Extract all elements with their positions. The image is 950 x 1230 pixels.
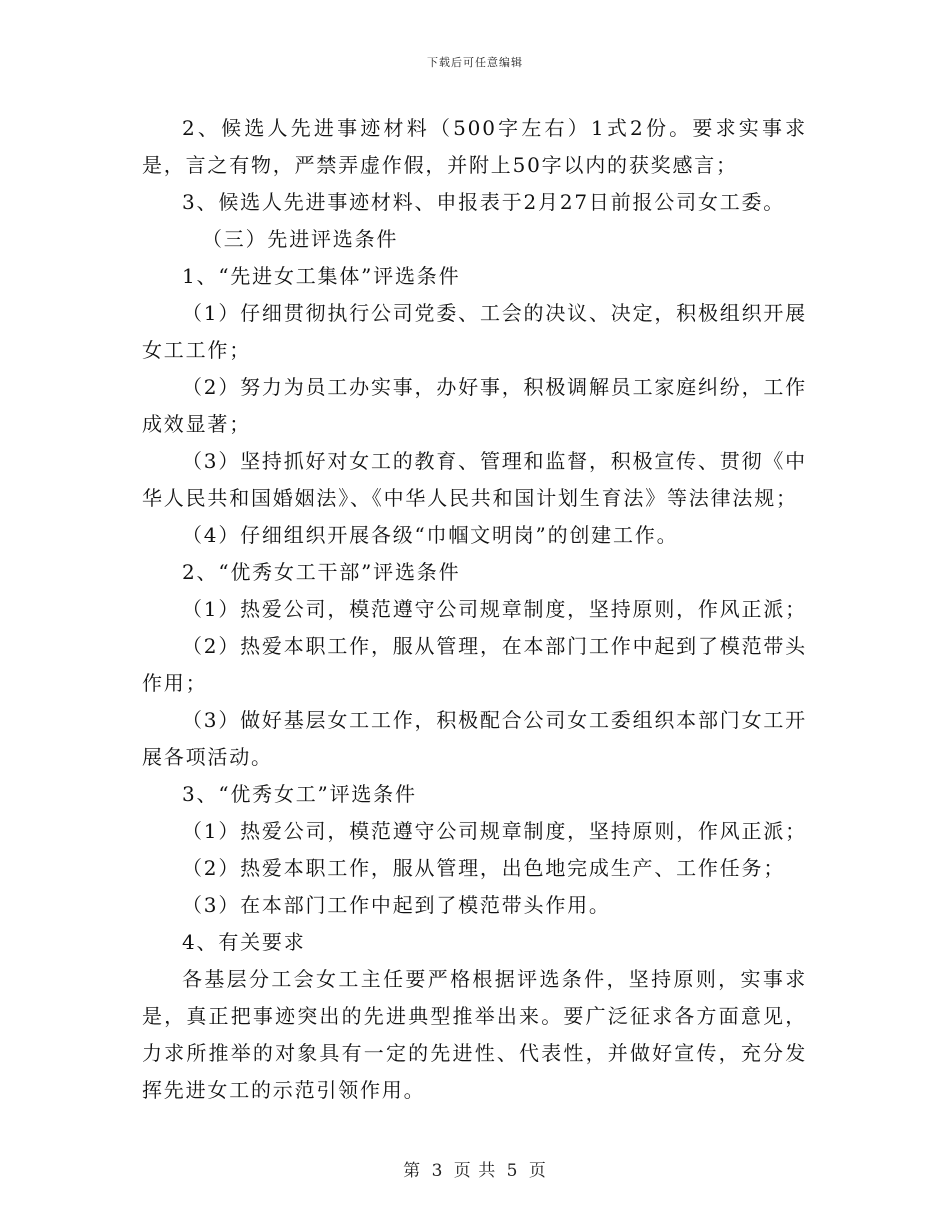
page-footer xyxy=(0,1156,950,1181)
section-heading-criteria: （三）先进评选条件 xyxy=(202,227,399,251)
paragraph-deadline: 3、候选人先进事迹材料、申报表于2月27日前报公司女工委。 xyxy=(182,190,786,214)
subheading-collective: 1、“先进女工集体”评选条件 xyxy=(182,264,461,288)
list-item: （1）仔细贯彻执行公司党委、工会的决议、决定，积极组织开展女工工作； xyxy=(142,301,807,362)
current-page-number: 3 xyxy=(431,1161,444,1181)
list-item: （4）仔细组织开展各级“巾帼文明岗”的创建工作。 xyxy=(182,523,679,547)
list-item: （1）热爱公司，模范遵守公司规章制度，坚持原则，作风正派； xyxy=(182,819,807,843)
list-item: （3）做好基层女工工作，积极配合公司女工委组织本部门女工开展各项活动。 xyxy=(142,708,807,769)
document-body xyxy=(142,110,807,1109)
list-item: （2）热爱本职工作，服从管理，在本部门工作中起到了模范带头作用； xyxy=(142,634,807,695)
list-item: （3）坚持抓好对女工的教育、管理和监督，积极宣传、贯彻《中华人民共和国婚姻法》、《中华人民共和国计划生育法》等法律法规； xyxy=(142,449,807,510)
page-number-suffix: 页 xyxy=(528,1161,547,1181)
paragraph-materials: 2、候选人先进事迹材料（500字左右）1式2份。要求实事求是，言之有物，严禁弄虚作假，并附上50字以内的获奖感言； xyxy=(142,116,807,177)
list-item: （2）热爱本职工作，服从管理，出色地完成生产、工作任务； xyxy=(182,856,786,880)
subheading-worker: 3、“优秀女工”评选条件 xyxy=(182,782,417,806)
page-number-middle: 页 共 xyxy=(453,1161,497,1181)
list-item: （3）在本部门工作中起到了模范带头作用。 xyxy=(182,893,611,917)
list-item: （2）努力为员工办实事，办好事，积极调解员工家庭纠纷，工作成效显著； xyxy=(142,375,807,436)
page-header: 下载后可任意编辑 xyxy=(427,56,523,69)
paragraph-requirements: 各基层分工会女工主任要严格根据评选条件，坚持原则，实事求是，真正把事迹突出的先进典型推举出来。要广泛征求各方面意见，力求所推举的对象具有一定的先进性、代表性，并做好宣传，充分发挥先进女工的示范引领作用。 xyxy=(142,967,807,1102)
subheading-requirements: 4、有关要求 xyxy=(182,930,306,954)
total-page-number: 5 xyxy=(506,1161,519,1181)
subheading-cadre: 2、“优秀女工干部”评选条件 xyxy=(182,560,461,584)
list-item: （1）热爱公司，模范遵守公司规章制度，坚持原则，作风正派； xyxy=(182,597,807,621)
page-number-prefix: 第 xyxy=(403,1161,422,1181)
